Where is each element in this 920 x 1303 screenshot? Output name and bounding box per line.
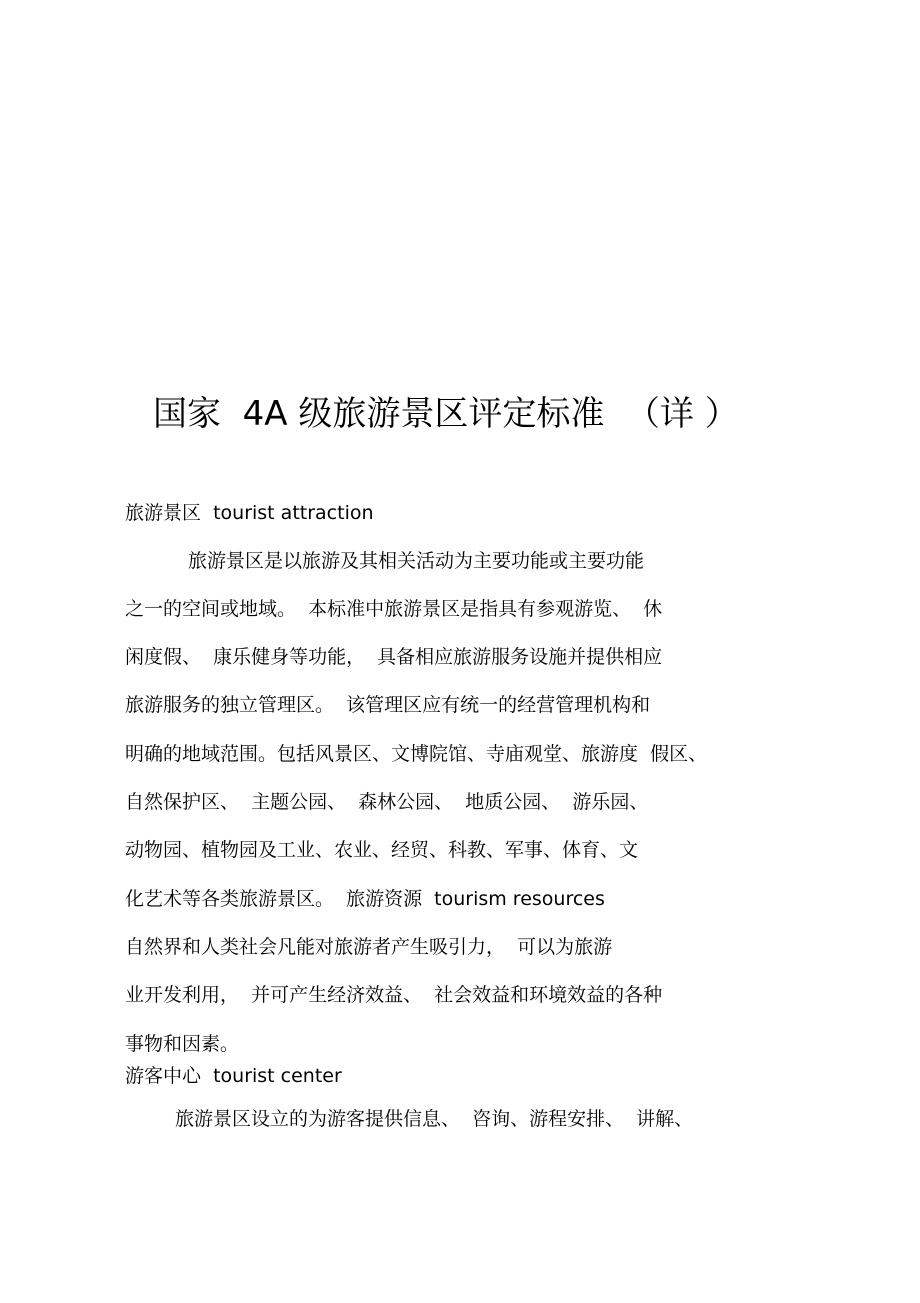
text-line-term-tourist-attraction: 旅游景区 tourist attraction	[125, 502, 374, 524]
text-line: 闲度假、 康乐健身等功能， 具备相应旅游服务设施并提供相应	[125, 646, 663, 668]
text-line: 业开发利用， 并可产生经济效益、 社会效益和环境效益的各种	[125, 984, 663, 1006]
text-line: 旅游景区是以旅游及其相关活动为主要功能或主要功能	[188, 550, 645, 572]
text-line: 事物和因素。	[125, 1033, 240, 1055]
document-title: 国家 4A 级旅游景区评定标准 （详 ）	[153, 394, 739, 434]
text-line: 之一的空间或地域。 本标准中旅游景区是指具有参观游览、 休	[125, 598, 663, 620]
text-line: 自然保护区、 主题公园、 森林公园、 地质公园、 游乐园、	[125, 791, 649, 813]
text-line: 化艺术等各类旅游景区。 旅游资源 tourism resources	[125, 888, 605, 910]
text-line: 自然界和人类社会凡能对旅游者产生吸引力， 可以为旅游	[125, 936, 613, 958]
text-line: 动物园、植物园及工业、农业、经贸、科教、军事、体育、文	[125, 839, 639, 861]
text-line-term-tourist-center: 游客中心 tourist center	[125, 1065, 342, 1087]
text-line: 明确的地域范围。包括风景区、文博院馆、寺庙观堂、旅游度 假区、	[125, 743, 708, 765]
text-line: 旅游服务的独立管理区。 该管理区应有统一的经营管理机构和	[125, 694, 651, 716]
text-line: 旅游景区设立的为游客提供信息、 咨询、游程安排、 讲解、	[175, 1108, 694, 1130]
